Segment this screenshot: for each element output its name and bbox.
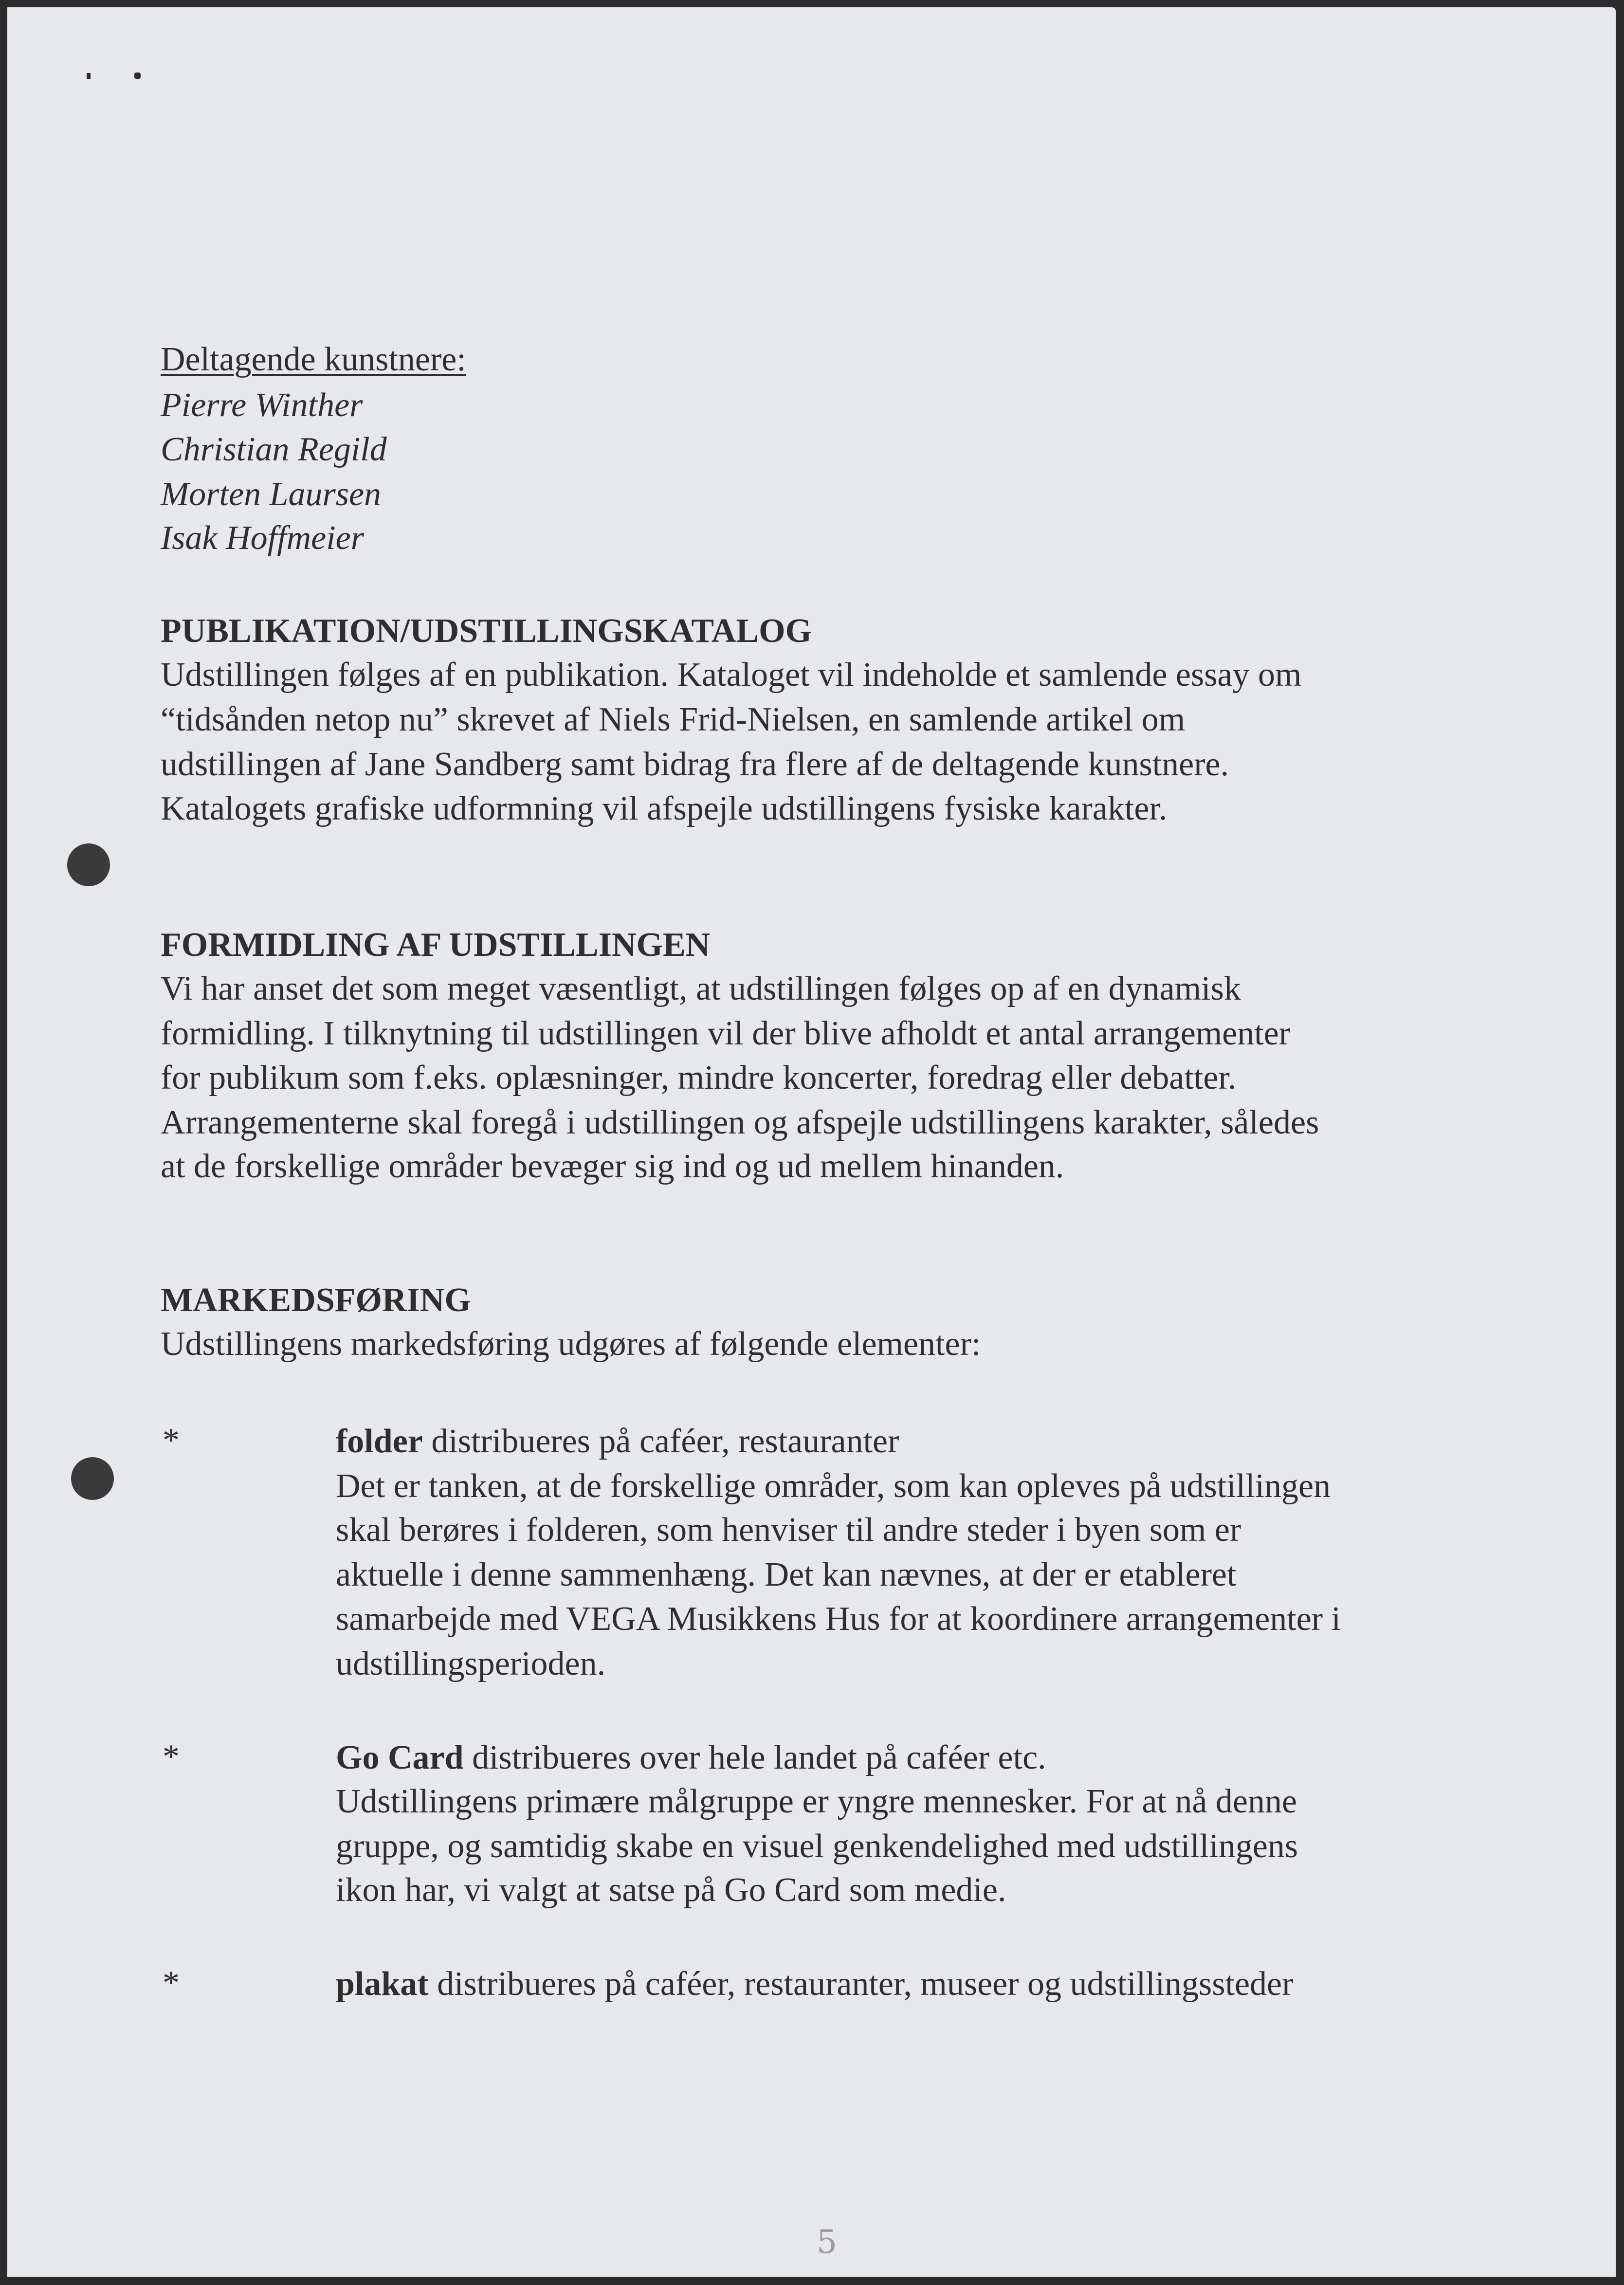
bullet-asterisk: * — [163, 1738, 180, 1775]
handwritten-page-number: 5 — [817, 2223, 837, 2261]
scan-speck — [134, 73, 141, 79]
marketing-item-rest: distribueres på caféer, restauranter — [422, 1423, 899, 1460]
mediation-line: Arrangementerne skal foregå i udstillingen og afspejle udstillingens karakter, således — [161, 1104, 1319, 1141]
mediation-line: Vi har anset det som meget væsentligt, at udstillingen følges op af en dynamisk — [161, 970, 1241, 1007]
marketing-item-term: plakat — [336, 1965, 429, 2003]
marketing-item-line: samarbejde med VEGA Musikkens Hus for at koordinere arrangementer i — [336, 1600, 1341, 1638]
marketing-item-line: gruppe, og samtidig skabe en visuel genkendelighed med udstillingens — [336, 1828, 1298, 1865]
mediation-heading: FORMIDLING AF UDSTILLINGEN — [161, 926, 711, 964]
punch-hole — [67, 843, 110, 886]
marketing-item-line: ikon har, vi valgt at satse på Go Card som medie. — [336, 1871, 1006, 1909]
mediation-line: formidling. I tilknytning til udstillingen vil der blive afholdt et antal arrangementer — [161, 1015, 1291, 1052]
publication-line: “tidsånden netop nu” skrevet af Niels Frid-Nielsen, en samlende artikel om — [161, 701, 1186, 738]
marketing-item-rest: distribueres på caféer, restauranter, museer og udstillingssteder — [428, 1965, 1294, 2003]
marketing-item-line: Det er tanken, at de forskellige områder, som kan opleves på udstillingen — [336, 1467, 1331, 1505]
mediation-line: for publikum som f.eks. oplæsninger, mindre koncerter, foredrag eller debatter. — [161, 1059, 1237, 1097]
publication-heading: PUBLIKATION/UDSTILLINGSKATALOG — [161, 612, 812, 650]
artist-name: Morten Laursen — [161, 475, 382, 513]
bullet-asterisk: * — [163, 1422, 180, 1459]
artist-name: Christian Regild — [161, 431, 387, 468]
marketing-intro: Udstillingens markedsføring udgøres af følgende elementer: — [161, 1325, 981, 1363]
marketing-item-term: folder — [336, 1423, 423, 1460]
marketing-item-title — [336, 1425, 899, 1459]
marketing-item-title — [336, 1967, 1293, 2001]
artists-heading: Deltagende kunstnere: — [161, 341, 466, 378]
marketing-item-line: Udstillingens primære målgruppe er yngre mennesker. For at nå denne — [336, 1783, 1297, 1820]
marketing-item-line: udstillingsperioden. — [336, 1645, 606, 1682]
artist-name: Pierre Winther — [161, 386, 363, 424]
mediation-line: at de forskellige områder bevæger sig ind og ud mellem hinanden. — [161, 1148, 1064, 1185]
publication-line: Katalogets grafiske udformning vil afspejle udstillingens fysiske karakter. — [161, 790, 1168, 827]
marketing-item-rest: distribueres over hele landet på caféer etc. — [463, 1739, 1046, 1776]
marketing-item-line: aktuelle i denne sammenhæng. Det kan nævnes, at der er etableret — [336, 1556, 1237, 1593]
marketing-heading: MARKEDSFØRING — [161, 1281, 471, 1319]
publication-line: Udstillingen følges af en publikation. Kataloget vil indeholde et samlende essay om — [161, 656, 1302, 694]
marketing-item-term: Go Card — [336, 1739, 464, 1776]
bullet-asterisk: * — [163, 1964, 180, 2002]
scan-speck — [87, 73, 91, 79]
artist-name: Isak Hoffmeier — [161, 519, 364, 557]
punch-hole — [71, 1457, 114, 1500]
marketing-item-title — [336, 1741, 1046, 1775]
marketing-item-line: skal berøres i folderen, som henviser til andre steder i byen som er — [336, 1511, 1241, 1549]
publication-line: udstillingen af Jane Sandberg samt bidrag fra flere af de deltagende kunstnere. — [161, 746, 1229, 783]
